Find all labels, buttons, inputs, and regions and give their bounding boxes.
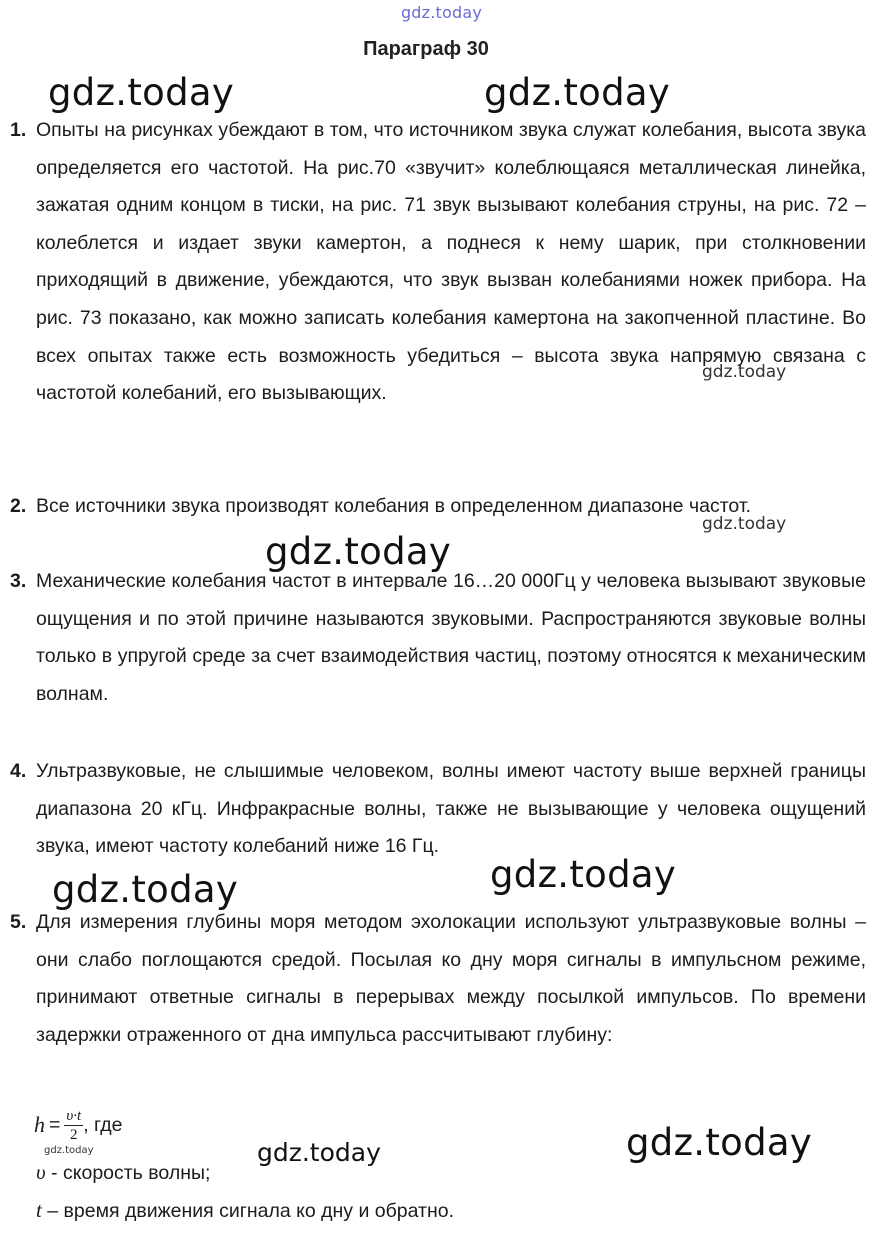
- paragraph-item-4: [10, 753, 866, 866]
- watermark: gdz.today: [484, 71, 671, 114]
- watermark: gdz.today: [52, 868, 239, 911]
- depth-formula: [34, 1100, 123, 1150]
- definition-velocity: [36, 1160, 210, 1185]
- item-number: 5.: [10, 911, 27, 933]
- item-text: Для измерения глубины моря методом эхолокации используют ультразвуковые волны – они слабо поглощаются средой. Посылая ко дну моря сигналы в импульсном режиме, принимают ответные сигналы в перерывах между посылкой импульсов. По времени задержки отраженного от дна импульса рассчитывают глубину:: [36, 911, 866, 1046]
- watermark: gdz.today: [265, 530, 452, 573]
- paragraph-item-3: [10, 563, 866, 713]
- definition-text: – время движения сигнала ко дну и обратно.: [41, 1200, 455, 1222]
- item-text: Опыты на рисунках убеждают в том, что источником звука служат колебания, высота звука определяется его частотой. На рис.70 «звучит» колеблющаяся металлическая линейка, зажатая одним концом в тиски, на рис. 71 звук вызывают колебания струны, на рис. 72 – колеблется и издает звуки камертон, а поднеся к нему шарик, при столкновении приходящий в движение, убеждаются, что звук вызван колебаниями ножек прибора. На рис. 73 показано, как можно записать колебания камертона на закопченной пластине. Во всех опытах также есть возможность убедиться – высота звука напрямую связана с частотой колебаний, его вызывающих.: [36, 119, 866, 405]
- item-number: 2.: [10, 495, 27, 517]
- watermark: gdz.today: [702, 362, 787, 382]
- item-text: Механические колебания частот в интервале 16…20 000Гц у человека вызывают звуковые ощущения и по этой причине называются звуковыми. Распространяются звуковые волны только в упругой среде за счет взаимодействия частиц, поэтому относятся к механическим волнам.: [36, 570, 866, 705]
- paragraph-item-5: [10, 904, 866, 1054]
- watermark: gdz.today: [626, 1121, 813, 1164]
- watermark: gdz.today: [702, 514, 787, 534]
- formula-lhs: h: [34, 1112, 45, 1137]
- item-text: Все источники звука производят колебания в определенном диапазоне частот.: [36, 495, 752, 517]
- formula-denominator: 2: [70, 1126, 78, 1143]
- definition-symbol: υ: [36, 1160, 46, 1184]
- page-title: Параграф 30: [363, 38, 489, 60]
- formula-numerator: υ·t: [66, 1107, 82, 1124]
- item-text: Ультразвуковые, не слышимые человеком, волны имеют частоту выше верхней границы диапазона 20 кГц. Инфракрасные волны, также не вызывающие у человека ощущений звука, имеют частоту колебаний ниже 16 Гц.: [36, 760, 866, 858]
- definition-time: [36, 1198, 454, 1223]
- item-number: 3.: [10, 570, 27, 592]
- item-number: 1.: [10, 119, 27, 141]
- watermark: gdz.today: [48, 71, 235, 114]
- item-number: 4.: [10, 760, 27, 782]
- definition-text: - скорость волны;: [45, 1162, 211, 1184]
- watermark: gdz.today: [490, 853, 677, 896]
- watermark: gdz.today: [44, 1145, 94, 1156]
- formula-fraction: [64, 1107, 83, 1144]
- site-logo: gdz.today: [400, 3, 483, 22]
- watermark: gdz.today: [257, 1138, 381, 1167]
- formula-suffix: , где: [83, 1113, 123, 1136]
- formula-equals: =: [49, 1113, 61, 1136]
- definition-symbol: t: [36, 1198, 42, 1222]
